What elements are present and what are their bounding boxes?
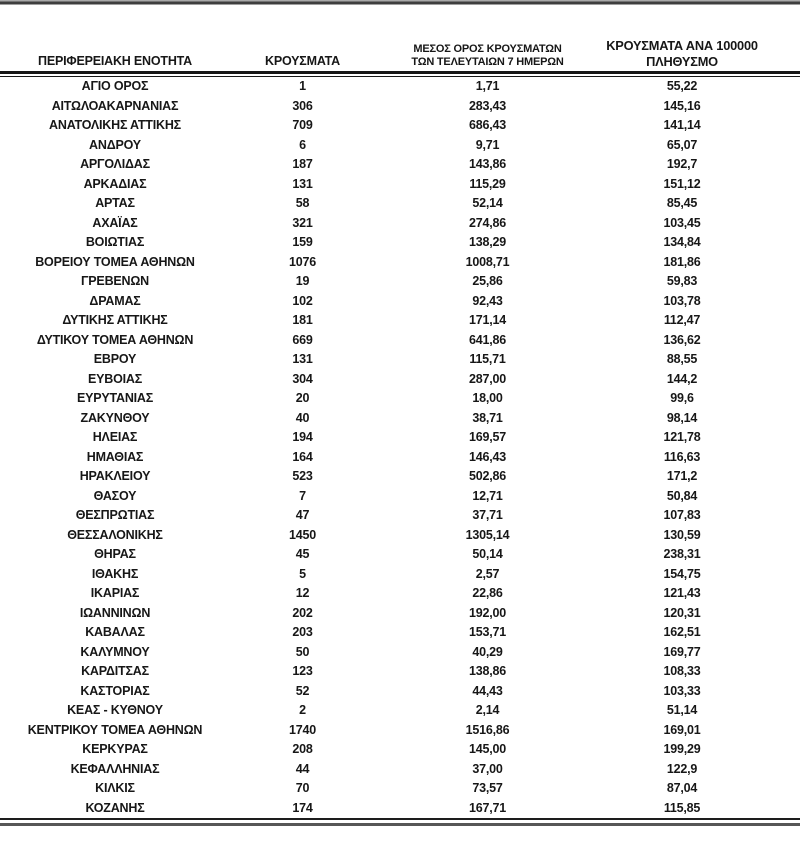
cell-cases: 47 [295,508,310,522]
cell-avg7: 153,71 [468,625,507,639]
cell-avg7: 92,43 [472,293,503,308]
cell-per100k: 103,33 [663,683,701,698]
cell-cases: 523 [292,469,313,483]
cell-region: ΑΡΓΟΛΙΔΑΣ [80,157,150,171]
table-row [0,740,800,760]
cell-per100k: 98,14 [666,410,698,425]
cell-avg7: 287,00 [468,371,507,386]
table-row [0,214,800,234]
cell-cases: 203 [292,625,313,639]
cell-region: ΚΑΛΥΜΝΟΥ [80,644,150,659]
table-row [0,623,800,643]
table-row [0,253,800,273]
bottom-rule [0,818,800,826]
column-header-per100k-line1: ΚΡΟΥΣΜΑΤΑ ΑΝΑ 100000 [606,38,758,54]
table-row [0,77,800,97]
table-row [0,272,800,292]
cell-region: ΗΛΕΙΑΣ [92,430,138,444]
cell-per100k: 134,84 [663,235,701,249]
cell-cases: 6 [299,137,306,152]
cell-region: ΒΟΡΕΙΟΥ ΤΟΜΕΑ ΑΘΗΝΩΝ [35,254,195,269]
cell-region: ΚΑΡΔΙΤΣΑΣ [81,664,149,678]
table-row [0,760,800,780]
cell-avg7: 44,43 [472,683,503,698]
cell-cases: 194 [292,430,313,444]
table-row [0,584,800,604]
cell-cases: 45 [295,547,310,561]
cell-avg7: 12,71 [472,488,503,503]
table-row [0,467,800,487]
table-row [0,370,800,390]
cell-avg7: 37,71 [472,508,503,522]
column-header-per100k [600,38,800,69]
cell-per100k: 103,78 [663,293,701,308]
table-row [0,292,800,312]
table-row [0,779,800,799]
cell-cases: 2 [299,703,306,717]
cell-region: ΓΡΕΒΕΝΩΝ [80,274,150,288]
cell-avg7: 40,29 [472,644,503,659]
cell-region: ΑΡΤΑΣ [95,196,135,210]
cell-region: ΚΕΑΣ - ΚΥΘΝΟΥ [67,703,163,717]
cell-per100k: 122,9 [666,761,698,776]
cell-region: ΕΥΡΥΤΑΝΙΑΣ [76,391,154,405]
cell-region: ΚΕΝΤΡΙΚΟΥ ΤΟΜΕΑ ΑΘΗΝΩΝ [27,722,203,737]
cell-cases: 131 [292,352,313,366]
cell-per100k: 99,6 [670,391,694,405]
cell-per100k: 85,45 [666,196,698,210]
cell-region: ΑΓΙΟ ΟΡΟΣ [81,79,149,93]
cell-region: ΗΡΑΚΛΕΙΟΥ [79,469,151,483]
cell-per100k: 171,2 [666,469,698,483]
cell-cases: 321 [292,215,313,230]
table-row [0,331,800,351]
column-header-cases [230,54,375,69]
table-row [0,233,800,253]
cell-cases: 20 [295,391,310,405]
cell-per100k: 169,77 [663,644,701,659]
cell-region: ΚΟΖΑΝΗΣ [85,800,145,815]
cell-avg7: 138,29 [468,235,507,249]
cell-avg7: 115,71 [469,352,506,366]
cell-avg7: 274,86 [468,215,507,230]
cell-region: ΘΑΣΟΥ [93,488,137,503]
cell-cases: 159 [292,235,313,249]
column-header-cases-label: ΚΡΟΥΣΜΑΤΑ [265,54,340,68]
cell-cases: 70 [295,781,310,795]
cell-region: ΚΑΣΤΟΡΙΑΣ [80,683,150,698]
cell-region: ΘΗΡΑΣ [94,547,136,561]
cell-avg7: 143,86 [468,157,507,171]
cell-region: ΚΕΦΑΛΛΗΝΙΑΣ [70,761,160,776]
cell-region: ΔΥΤΙΚΗΣ ΑΤΤΙΚΗΣ [62,313,168,327]
cell-avg7: 283,43 [468,98,507,113]
cell-per100k: 169,01 [663,722,701,737]
table-row [0,545,800,565]
cell-cases: 12 [295,586,310,600]
cell-cases: 131 [292,176,313,191]
table-row [0,136,800,156]
cell-avg7: 18,00 [472,391,503,405]
cell-region: ΑΧΑΪΑΣ [92,215,138,230]
table-row [0,350,800,370]
cell-avg7: 641,86 [468,332,507,347]
cell-avg7: 2,57 [475,566,500,581]
cell-cases: 1076 [288,254,316,269]
table-row [0,506,800,526]
cell-region: ΖΑΚΥΝΘΟΥ [80,410,150,425]
cell-region: ΔΥΤΙΚΟΥ ΤΟΜΕΑ ΑΘΗΝΩΝ [36,332,194,347]
column-header-avg7-line1: ΜΕΣΟΣ ΟΡΟΣ ΚΡΟΥΣΜΑΤΩΝ [413,42,562,55]
table-row [0,682,800,702]
cell-cases: 709 [292,118,313,132]
cell-cases: 40 [295,410,310,425]
cell-region: ΑΡΚΑΔΙΑΣ [83,176,147,191]
cell-region: ΑΝΑΤΟΛΙΚΗΣ ΑΤΤΙΚΗΣ [49,118,181,132]
cell-cases: 202 [292,605,313,620]
table-row [0,487,800,507]
cell-cases: 5 [299,566,306,581]
cell-avg7: 169,57 [468,430,507,444]
cell-avg7: 52,14 [472,196,503,210]
cell-cases: 669 [292,332,313,347]
cell-cases: 164 [292,449,313,464]
table-row [0,448,800,468]
table-row [0,389,800,409]
cell-cases: 44 [295,761,310,776]
table-row [0,97,800,117]
column-header-avg7-line2: ΤΩΝ ΤΕΛΕΥΤΑΙΩΝ 7 ΗΜΕΡΩΝ [411,55,564,68]
cell-cases: 58 [295,196,310,210]
cell-region: ΗΜΑΘΙΑΣ [86,449,144,464]
cell-per100k: 136,62 [663,332,701,347]
cell-cases: 19 [295,274,310,288]
cell-cases: 181 [292,313,313,327]
table-row [0,662,800,682]
table-row [0,643,800,663]
cell-per100k: 88,55 [666,352,698,366]
table-row [0,526,800,546]
table-row [0,604,800,624]
cell-per100k: 145,16 [663,98,701,113]
cell-avg7: 502,86 [468,469,507,483]
table-row [0,175,800,195]
cell-per100k: 181,86 [663,254,701,269]
cell-cases: 50 [295,644,310,659]
cell-avg7: 1305,14 [465,527,510,542]
cell-per100k: 151,12 [663,176,701,191]
cell-avg7: 686,43 [468,118,507,132]
cell-cases: 1450 [288,527,316,542]
column-header-region-label: ΠΕΡΙΦΕΡΕΙΑΚΗ ΕΝΟΤΗΤΑ [38,54,192,68]
cell-per100k: 103,45 [663,215,701,230]
cell-avg7: 73,57 [472,781,503,795]
column-header-region [0,54,230,69]
cell-region: ΙΚΑΡΙΑΣ [90,586,140,600]
cell-per100k: 55,22 [666,79,698,93]
cell-avg7: 167,71 [468,800,507,815]
table-row [0,116,800,136]
cell-cases: 1 [299,79,306,93]
cell-avg7: 25,86 [472,274,503,288]
cell-per100k: 59,83 [666,274,698,288]
cell-per100k: 199,29 [663,742,701,756]
cell-per100k: 116,63 [663,449,701,464]
cell-cases: 1740 [288,722,316,737]
cell-avg7: 37,00 [472,761,503,776]
cell-per100k: 192,7 [666,157,698,171]
table-row [0,721,800,741]
cell-per100k: 238,31 [663,547,701,561]
cell-cases: 174 [292,800,313,815]
cell-avg7: 1008,71 [465,254,510,269]
cell-per100k: 120,31 [663,605,701,620]
cell-avg7: 2,14 [475,703,500,717]
table-row [0,194,800,214]
cell-cases: 7 [299,488,306,503]
table-row [0,311,800,331]
cell-region: ΑΙΤΩΛΟΑΚΑΡΝΑΝΙΑΣ [51,98,179,113]
cell-region: ΒΟΙΩΤΙΑΣ [85,235,145,249]
cell-cases: 123 [292,664,313,678]
cell-per100k: 141,14 [663,118,701,132]
cell-cases: 187 [292,157,313,171]
cell-per100k: 51,14 [666,703,698,717]
cell-per100k: 130,59 [663,527,701,542]
table-row [0,155,800,175]
cell-region: ΕΥΒΟΙΑΣ [87,371,143,386]
cell-region: ΙΘΑΚΗΣ [91,566,139,581]
cell-avg7: 9,71 [475,137,500,152]
cell-avg7: 1,71 [475,79,500,93]
cell-per100k: 162,51 [663,625,701,639]
cell-avg7: 146,43 [468,449,507,464]
cell-cases: 306 [292,98,313,113]
cell-avg7: 115,29 [469,176,506,191]
cell-region: ΕΒΡΟΥ [93,352,137,366]
cell-avg7: 22,86 [472,586,503,600]
cell-avg7: 138,86 [468,664,507,678]
cell-avg7: 171,14 [468,313,507,327]
cell-per100k: 115,85 [663,800,701,815]
column-header-avg7 [375,43,600,69]
column-header-per100k-line2: ΠΛΗΘΥΣΜΟ [646,53,718,69]
cell-region: ΘΕΣΠΡΩΤΙΑΣ [75,508,155,522]
cell-region: ΚΙΛΚΙΣ [95,781,135,795]
cell-avg7: 1516,86 [465,722,510,737]
cell-cases: 304 [292,371,313,386]
cell-per100k: 154,75 [663,566,701,581]
cell-region: ΚΑΒΑΛΑΣ [85,625,145,639]
cell-cases: 102 [292,293,313,308]
cell-per100k: 107,83 [663,508,701,522]
cell-per100k: 50,84 [666,488,698,503]
cell-region: ΔΡΑΜΑΣ [89,293,141,308]
cell-per100k: 144,2 [666,371,698,386]
table-body [0,77,800,818]
cell-region: ΑΝΔΡΟΥ [89,137,141,152]
cell-per100k: 121,78 [663,430,701,444]
table-row [0,799,800,819]
cell-avg7: 145,00 [468,742,507,756]
cell-per100k: 65,07 [666,137,698,152]
cell-per100k: 108,33 [663,664,701,678]
table-row [0,409,800,429]
cell-per100k: 87,04 [666,781,698,795]
cell-avg7: 50,14 [472,547,503,561]
cell-per100k: 112,47 [663,313,701,327]
cell-region: ΘΕΣΣΑΛΟΝΙΚΗΣ [67,527,163,542]
cell-avg7: 192,00 [468,605,507,620]
cell-region: ΙΩΑΝΝΙΝΩΝ [79,605,151,620]
cell-avg7: 38,71 [472,410,503,425]
table-header-row [0,5,800,71]
cell-cases: 208 [292,742,313,756]
cell-per100k: 121,43 [663,586,701,600]
cell-region: ΚΕΡΚΥΡΑΣ [82,742,148,756]
cell-cases: 52 [295,683,310,698]
table-row [0,428,800,448]
table-row [0,701,800,721]
table-row [0,565,800,585]
